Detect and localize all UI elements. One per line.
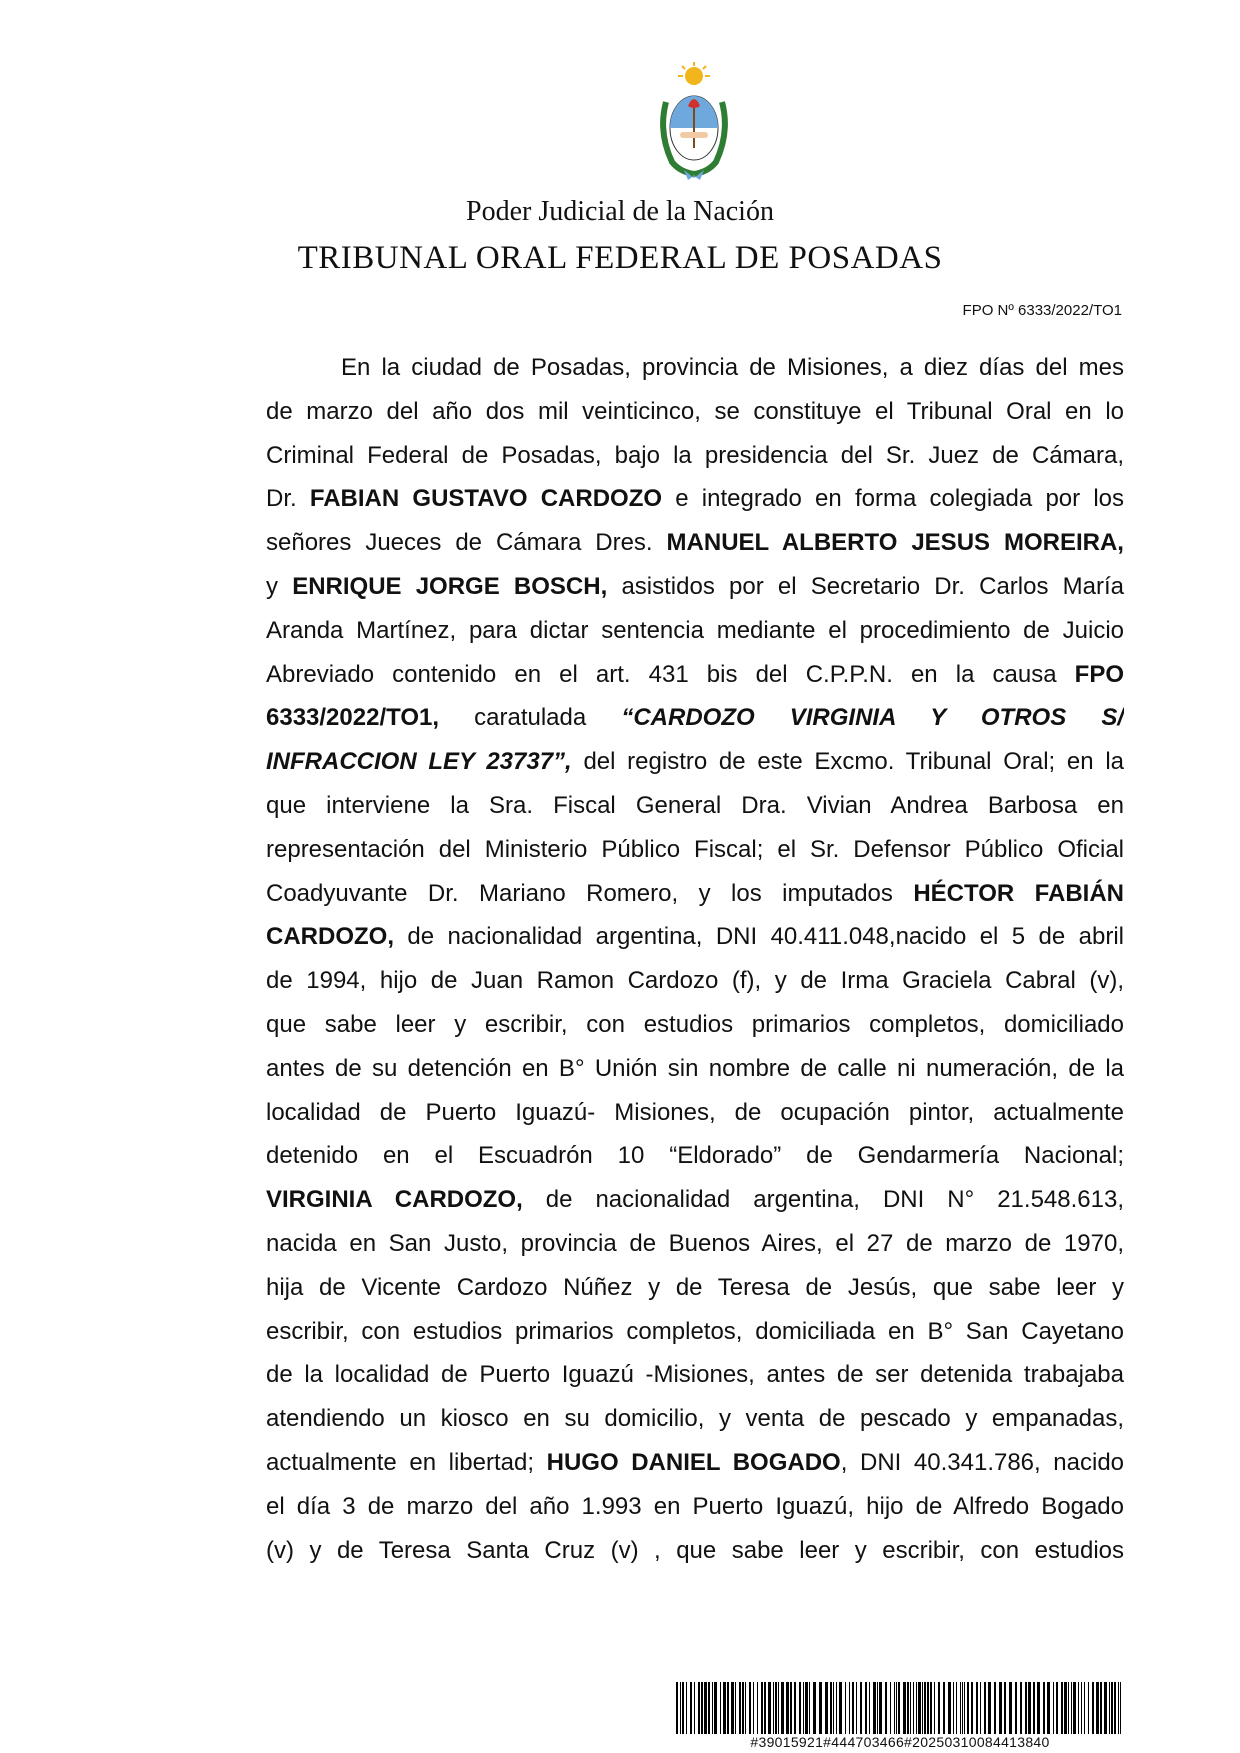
text-segment: , DNI 40.341.786, nacido bbox=[840, 1448, 1124, 1476]
file-number: FPO Nº 6333/2022/TO1 bbox=[962, 302, 1122, 319]
text-line bbox=[266, 915, 1124, 959]
barcode-bar bbox=[731, 1682, 734, 1734]
text-segment: de nacionalidad argentina, DNI 40.411.048,nacido el 5 de abril bbox=[394, 923, 1124, 951]
text-line bbox=[266, 1222, 1124, 1266]
barcode-bar bbox=[723, 1682, 726, 1734]
bold-text: FABIAN GUSTAVO CARDOZO bbox=[309, 485, 663, 513]
bold-text: HUGO DANIEL BOGADO bbox=[546, 1448, 841, 1476]
bold-text: ENRIQUE JORGE BOSCH, bbox=[292, 572, 608, 600]
barcode-bar bbox=[962, 1682, 963, 1734]
barcode-bar bbox=[781, 1682, 784, 1734]
text-segment: En la ciudad de Posadas, provincia de Misiones, a diez días del mes bbox=[341, 354, 1124, 381]
text-segment: y bbox=[266, 572, 293, 600]
barcode-bar bbox=[809, 1682, 810, 1734]
barcode-bar bbox=[839, 1682, 842, 1734]
barcode-bar bbox=[916, 1682, 917, 1734]
text-line bbox=[266, 784, 1124, 828]
barcode-bar bbox=[701, 1682, 703, 1734]
barcode-bar bbox=[735, 1682, 736, 1734]
barcode-bar bbox=[873, 1682, 876, 1734]
barcode-bar bbox=[813, 1682, 816, 1734]
text-segment: representación del Ministerio Público Fiscal; el Sr. Defensor Público Oficial bbox=[266, 835, 1124, 863]
barcode-bar bbox=[1068, 1682, 1069, 1734]
text-segment: caratulada bbox=[439, 704, 622, 732]
text-line bbox=[266, 565, 1124, 609]
text-line bbox=[266, 1310, 1124, 1354]
barcode-bar bbox=[971, 1682, 973, 1734]
text-segment: asistidos por el Secretario Dr. Carlos María bbox=[607, 572, 1124, 600]
barcode-bar bbox=[1111, 1682, 1113, 1734]
text-line bbox=[266, 1091, 1124, 1135]
barcode-bar bbox=[903, 1682, 906, 1734]
barcode-bar bbox=[930, 1682, 932, 1734]
barcode-bar bbox=[1037, 1682, 1040, 1734]
barcode-bar bbox=[1020, 1682, 1022, 1734]
text-line bbox=[266, 959, 1124, 1003]
barcode-bar bbox=[833, 1682, 834, 1734]
barcode-bar bbox=[680, 1682, 681, 1734]
barcode-bar bbox=[934, 1682, 935, 1734]
text-segment: detenido en el Escuadrón 10 “Eldorado” de Gendarmería Nacional; bbox=[266, 1142, 1124, 1170]
text-line bbox=[266, 521, 1124, 565]
text-line bbox=[266, 1266, 1124, 1310]
text-segment: antes de su detención en B° Unión sin nombre de calle ni numeración, de la bbox=[266, 1054, 1124, 1082]
barcode-bar bbox=[865, 1682, 867, 1734]
barcode-bar bbox=[860, 1682, 862, 1734]
barcode-bar bbox=[890, 1682, 891, 1734]
barcode-bar bbox=[877, 1682, 878, 1734]
barcode-bar bbox=[1071, 1682, 1072, 1734]
text-segment: que sabe leer y escribir, con estudios primarios completos, domiciliado bbox=[266, 1010, 1124, 1038]
barcode-bar bbox=[803, 1682, 804, 1734]
text-segment: el día 3 de marzo del año 1.993 en Puerto Iguazú, hijo de Alfredo Bogado bbox=[266, 1492, 1124, 1520]
barcode-bar bbox=[960, 1682, 961, 1734]
text-segment: que interviene la Sra. Fiscal General Dra. Vivian Andrea Barbosa en bbox=[266, 791, 1124, 819]
barcode-bar bbox=[984, 1682, 986, 1734]
text-line bbox=[266, 1003, 1124, 1047]
barcode-bar bbox=[1120, 1682, 1121, 1734]
text-line bbox=[266, 477, 1124, 521]
bold-text: FPO bbox=[1074, 660, 1124, 688]
text-line bbox=[266, 1397, 1124, 1441]
text-line bbox=[266, 434, 1124, 478]
text-segment: de 1994, hijo de Juan Ramon Cardozo (f), y de Irma Graciela Cabral (v), bbox=[266, 967, 1124, 995]
barcode-bar bbox=[686, 1682, 687, 1734]
text-segment: localidad de Puerto Iguazú- Misiones, de ocupación pintor, actualmente bbox=[266, 1098, 1124, 1126]
text-line bbox=[266, 609, 1124, 653]
barcode-bar bbox=[1015, 1682, 1017, 1734]
barcode-bar bbox=[1104, 1682, 1107, 1734]
barcode-bar bbox=[988, 1682, 991, 1734]
text-segment: nacida en San Justo, provincia de Buenos Aires, el 27 de marzo de 1970, bbox=[266, 1229, 1124, 1257]
barcode-bar bbox=[794, 1682, 796, 1734]
issuer-name: Poder Judicial de la Nación bbox=[466, 196, 774, 227]
barcode-bar bbox=[1100, 1682, 1102, 1734]
barcode-bar bbox=[907, 1682, 909, 1734]
barcode-bar bbox=[830, 1682, 832, 1734]
barcode-bar bbox=[918, 1682, 921, 1734]
barcode-bar bbox=[910, 1682, 911, 1734]
barcode-bar bbox=[1009, 1682, 1012, 1734]
barcode-bar bbox=[896, 1682, 897, 1734]
barcode-bar bbox=[775, 1682, 777, 1734]
barcode-bar bbox=[757, 1682, 758, 1734]
text-segment: de nacionalidad argentina, DNI N° 21.548.613, bbox=[522, 1186, 1124, 1214]
text-segment: Coadyuvante Dr. Mariano Romero, y los imputados bbox=[266, 879, 914, 907]
barcode-bar bbox=[964, 1682, 965, 1734]
bold-text: HÉCTOR FABIÁN bbox=[913, 879, 1124, 907]
text-segment: del registro de este Excmo. Tribunal Oral; en la bbox=[571, 748, 1124, 776]
text-line bbox=[266, 1178, 1124, 1222]
text-segment: Aranda Martínez, para dictar sentencia mediante el procedimiento de Juicio bbox=[266, 616, 1124, 644]
bold-text: INFRACCION LEY 23737”, bbox=[266, 748, 572, 776]
barcode-bar bbox=[805, 1682, 808, 1734]
barcode-bar bbox=[1073, 1682, 1076, 1734]
barcode-bar bbox=[1004, 1682, 1006, 1734]
court-name: TRIBUNAL ORAL FEDERAL DE POSADAS bbox=[297, 240, 943, 276]
barcode-bar bbox=[714, 1682, 717, 1734]
barcode-bar bbox=[698, 1682, 700, 1734]
barcode-bar bbox=[764, 1682, 766, 1734]
barcode-icon bbox=[676, 1682, 1124, 1734]
barcode-bar bbox=[894, 1682, 895, 1734]
bold-text: “CARDOZO VIRGINIA Y OTROS S/ bbox=[621, 704, 1124, 732]
barcode-bar bbox=[1053, 1682, 1054, 1734]
barcode-bar bbox=[708, 1682, 710, 1734]
barcode-bar bbox=[745, 1682, 746, 1734]
barcode-bar bbox=[1025, 1682, 1027, 1734]
barcode-bar bbox=[727, 1682, 729, 1734]
barcode-bar bbox=[786, 1682, 789, 1734]
text-line bbox=[266, 1047, 1124, 1091]
barcode-bar bbox=[1061, 1682, 1063, 1734]
barcode-bar bbox=[885, 1682, 887, 1734]
barcode-bar bbox=[956, 1682, 957, 1734]
barcode-bar bbox=[690, 1682, 692, 1734]
barcode-bar bbox=[694, 1682, 695, 1734]
barcode-bar bbox=[1064, 1682, 1067, 1734]
barcode-bar bbox=[922, 1682, 923, 1734]
barcode-bar bbox=[749, 1682, 751, 1734]
barcode-bar bbox=[879, 1682, 882, 1734]
barcode-bar bbox=[938, 1682, 940, 1734]
body-text bbox=[266, 346, 1124, 1572]
barcode-bar bbox=[819, 1682, 822, 1734]
text-line bbox=[266, 828, 1124, 872]
text-line bbox=[266, 696, 1124, 740]
text-segment: e integrado en forma colegiada por los bbox=[662, 485, 1124, 513]
text-line bbox=[266, 390, 1124, 434]
bold-text: CARDOZO, bbox=[266, 923, 394, 951]
barcode-bar bbox=[1092, 1682, 1094, 1734]
barcode-bar bbox=[778, 1682, 779, 1734]
text-segment: de la localidad de Puerto Iguazú -Misiones, antes de ser detenida trabajaba bbox=[266, 1361, 1124, 1389]
barcode-bar bbox=[927, 1682, 929, 1734]
bold-text: VIRGINIA CARDOZO, bbox=[266, 1186, 523, 1214]
text-segment: hija de Vicente Cardozo Núñez y de Teresa de Jesús, que sabe leer y bbox=[266, 1273, 1124, 1301]
barcode-bar bbox=[856, 1682, 857, 1734]
text-line bbox=[266, 1441, 1124, 1485]
text-segment: Abreviado contenido en el art. 431 bis del C.P.P.N. en la causa bbox=[266, 660, 1075, 688]
barcode-bar bbox=[742, 1682, 744, 1734]
barcode-bar bbox=[1096, 1682, 1099, 1734]
barcode-bar bbox=[720, 1682, 721, 1734]
barcode-bar bbox=[924, 1682, 926, 1734]
text-segment: de marzo del año dos mil veinticinco, se constituye el Tribunal Oral en lo bbox=[266, 397, 1124, 425]
barcode-bar bbox=[967, 1682, 969, 1734]
barcode-bar bbox=[943, 1682, 945, 1734]
barcode-bar bbox=[753, 1682, 754, 1734]
barcode-bar bbox=[1056, 1682, 1058, 1734]
barcode-bar bbox=[948, 1682, 951, 1734]
barcode-bar bbox=[869, 1682, 870, 1734]
barcode-bar bbox=[994, 1682, 996, 1734]
barcode-bar bbox=[1047, 1682, 1050, 1734]
barcode-bar bbox=[712, 1682, 713, 1734]
text-segment: señores Jueces de Cámara Dres. bbox=[266, 529, 667, 557]
text-line bbox=[266, 346, 1124, 390]
barcode-bar bbox=[1114, 1682, 1116, 1734]
text-segment: actualmente en libertad; bbox=[266, 1448, 547, 1476]
text-segment: escribir, con estudios primarios completos, domiciliada en B° San Cayetano bbox=[266, 1317, 1124, 1345]
barcode-bar bbox=[1033, 1682, 1035, 1734]
text-line bbox=[266, 1134, 1124, 1178]
barcode-bar bbox=[953, 1682, 954, 1734]
barcode-bar bbox=[739, 1682, 741, 1734]
barcode-bar bbox=[704, 1682, 707, 1734]
barcode-bar bbox=[799, 1682, 801, 1734]
barcode-number: #39015921#444703466#20250310084413840 bbox=[750, 1734, 1050, 1750]
barcode-bar bbox=[682, 1682, 684, 1734]
barcode-bar bbox=[913, 1682, 914, 1734]
barcode-bar bbox=[980, 1682, 981, 1734]
barcode-bar bbox=[999, 1682, 1002, 1734]
text-line bbox=[266, 1529, 1124, 1573]
barcode-bar bbox=[836, 1682, 837, 1734]
text-line bbox=[266, 740, 1124, 784]
text-line bbox=[266, 1353, 1124, 1397]
text-segment: (v) y de Teresa Santa Cruz (v) , que sabe leer y escribir, con estudios bbox=[266, 1536, 1124, 1564]
bold-text: 6333/2022/TO1, bbox=[266, 704, 440, 732]
barcode-bar bbox=[852, 1682, 854, 1734]
barcode-bar bbox=[976, 1682, 978, 1734]
barcode-bar bbox=[790, 1682, 792, 1734]
argentina-coat-of-arms-icon bbox=[654, 62, 734, 182]
barcode-bar bbox=[1088, 1682, 1089, 1734]
text-segment: Criminal Federal de Posadas, bajo la presidencia del Sr. Juez de Cámara, bbox=[266, 441, 1124, 469]
barcode-bar bbox=[1028, 1682, 1031, 1734]
text-line bbox=[266, 1485, 1124, 1529]
barcode-bar bbox=[768, 1682, 771, 1734]
barcode-bar bbox=[1118, 1682, 1119, 1734]
text-segment: Dr. bbox=[266, 485, 310, 513]
barcode-bar bbox=[1084, 1682, 1085, 1734]
barcode-bar bbox=[676, 1682, 678, 1734]
barcode-bar bbox=[1078, 1682, 1079, 1734]
barcode-bar bbox=[845, 1682, 846, 1734]
barcode-bar bbox=[1109, 1682, 1110, 1734]
barcode-bar bbox=[761, 1682, 763, 1734]
text-segment: atendiendo un kiosco en su domicilio, y venta de pescado y empanadas, bbox=[266, 1405, 1124, 1433]
barcode-bar bbox=[849, 1682, 850, 1734]
barcode-bar bbox=[825, 1682, 828, 1734]
barcode-bar bbox=[1081, 1682, 1082, 1734]
text-line bbox=[266, 872, 1124, 916]
barcode-bar bbox=[773, 1682, 774, 1734]
barcode-bar bbox=[898, 1682, 900, 1734]
bold-text: MANUEL ALBERTO JESUS MOREIRA, bbox=[666, 529, 1124, 557]
text-line bbox=[266, 653, 1124, 697]
barcode-bar bbox=[1043, 1682, 1045, 1734]
